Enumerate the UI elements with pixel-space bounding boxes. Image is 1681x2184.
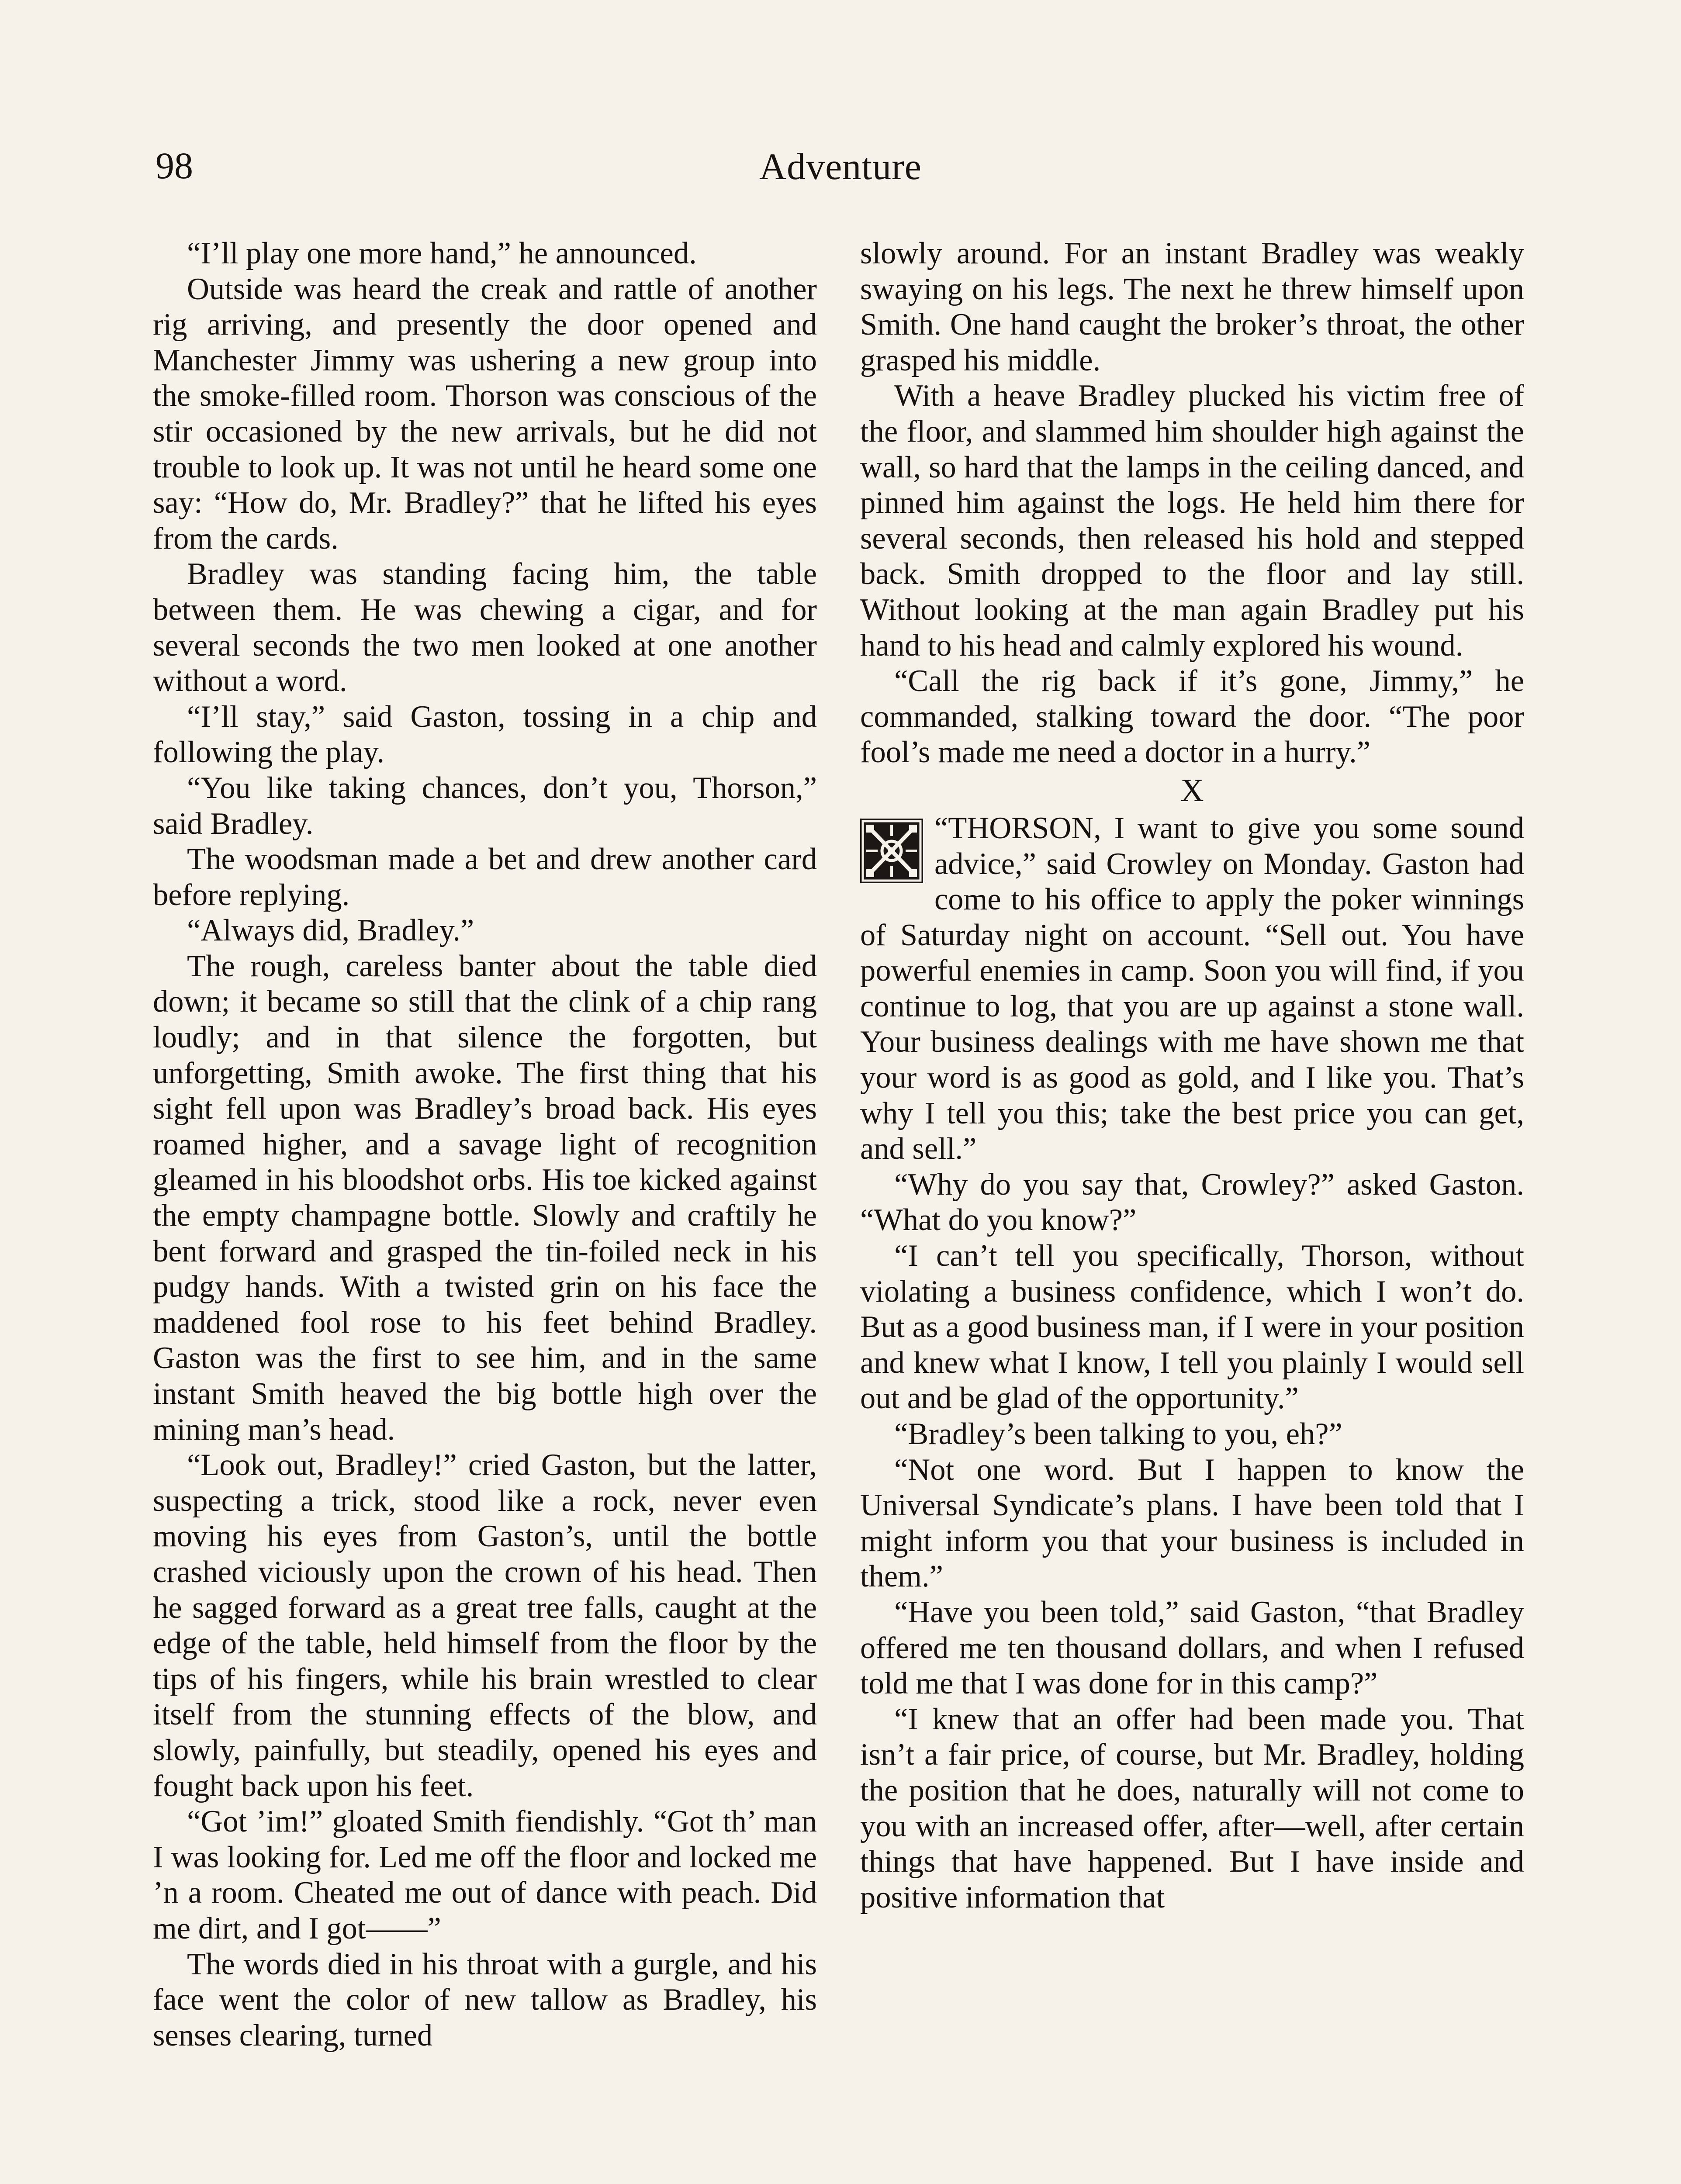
paragraph: “You like taking chances, don’t you, Thorson,” said Bradley. <box>153 771 817 841</box>
paragraph: “Not one word. But I happen to know the Universal Syndicate’s plans. I have been told that I might inform you that your business is included in them.” <box>860 1452 1524 1594</box>
paragraph: “I’ll play one more hand,” he announced. <box>187 236 697 270</box>
paragraph: The woodsman made a bet and drew another card before replying. <box>153 842 817 912</box>
paragraph: “Why do you say that, Crowley?” asked Gaston. “What do you know?” <box>860 1167 1524 1237</box>
paragraph: “Always did, Bradley.” <box>187 913 474 948</box>
paragraph: “Have you been told,” said Gaston, “that Bradley offered me ten thousand dollars, and when I refused told me that I was done for in this camp?” <box>860 1595 1524 1701</box>
section-number: X <box>1180 772 1204 809</box>
paragraph: “Look out, Bradley!” cried Gaston, but the latter, suspecting a trick, stood like a rock, never even moving his eyes from Gaston’s, until the bottle crashed viciously upon the crown of his head. Then he sagged forward as a great tree falls, caught at the edge of the table, held himself from the floor by the tips of his fingers, while his brain wrestled to clear itself from the stunning effects of the blow, and slowly, painfully, but steadily, opened his eyes and fought back upon his feet. <box>153 1448 817 1803</box>
paragraph: Bradley was standing facing him, the table between them. He was chewing a cigar, and for several seconds the two men looked at one another without a word. <box>153 557 817 698</box>
paragraph: The rough, careless banter about the table died down; it became so still that the clink of a chip rang loudly; and in that silence the forgotten, but unforgetting, Smith awoke. The first thing that his sight fell upon was Bradley’s broad back. His eyes roamed higher, and a savage light of recognition gleamed in his bloodshot orbs. His toe kicked against the empty champagne bottle. Slowly and craftily he bent forward and grasped the tin-foiled neck in his pudgy hands. With a twisted grin on his face the maddened fool rose to his feet behind Bradley. Gaston was the first to see him, and in the same instant Smith heaved the big bottle high over the mining man’s head. <box>153 949 817 1447</box>
paragraph: “Bradley’s been talking to you, eh?” <box>894 1417 1342 1451</box>
paragraph: “THORSON, I want to give you some sound advice,” said Crowley on Monday. Gaston had come to his office to apply the poker winnings of Saturday night on account. “Sell out. You have powerful enemies in camp. Soon you will find, if you continue to log, that you are up against a stone wall. Your business dealings with me have shown me that your word is as good as gold, and I like you. That’s why I tell you this; take the best price you can get, and sell.” <box>860 811 1524 1166</box>
paragraph: “I can’t tell you specifically, Thorson, without violating a business confidence, which I won’t do. But as a good business man, if I were in your position and knew what I know, I tell you plainly I would sell out and be glad of the opportunity.” <box>860 1239 1524 1416</box>
paragraph: slowly around. For an instant Bradley was weakly swaying on his legs. The next he threw himself upon Smith. One hand caught the broker’s throat, the other grasped his middle. <box>860 236 1524 377</box>
paragraph: The words died in his throat with a gurgle, and his face went the color of new tallow as Bradley, his senses clearing, turned <box>153 1947 817 2053</box>
paragraph: “I knew that an offer had been made you. That isn’t a fair price, of course, but Mr. Bradley, holding the position that he does, naturally will not come to you with an increased offer, after—well, after certain things that have happened. But I have inside and positive information that <box>860 1702 1524 1914</box>
paragraph: Outside was heard the creak and rattle of another rig arriving, and presently the door opened and Manchester Jimmy was ushering a new group into the smoke-filled room. Thorson was conscious of the stir occasioned by the new arrivals, but he did not trouble to look up. It was not until he heard some one say: “How do, Mr. Bradley?” that he lifted his eyes from the cards. <box>153 272 817 556</box>
paragraph: “I’ll stay,” said Gaston, tossing in a chip and following the play. <box>153 699 817 770</box>
running-head: Adventure <box>759 145 922 187</box>
ornamental-drop-cap-icon <box>860 819 923 883</box>
paragraph: “Call the rig back if it’s gone, Jimmy,” he commanded, stalking toward the door. “The poor fool’s made me need a doctor in a hurry.” <box>860 664 1524 770</box>
paragraph: “Got ’im!” gloated Smith fiendishly. “Got th’ man I was looking for. Led me off the floor and locked me ’n a room. Cheated me out of dance with peach. Did me dirt, and I got——” <box>153 1804 817 1946</box>
right-column <box>860 236 1524 1915</box>
page-number: 98 <box>156 145 193 187</box>
left-column <box>153 236 817 2053</box>
paragraph: With a heave Bradley plucked his victim free of the floor, and slammed him shoulder high against the wall, so hard that the lamps in the ceiling danced, and pinned him against the logs. He held him there for several seconds, then released his hold and stepped back. Smith dropped to the floor and lay still. Without looking at the man again Bradley put his hand to his head and calmly explored his wound. <box>860 379 1524 663</box>
